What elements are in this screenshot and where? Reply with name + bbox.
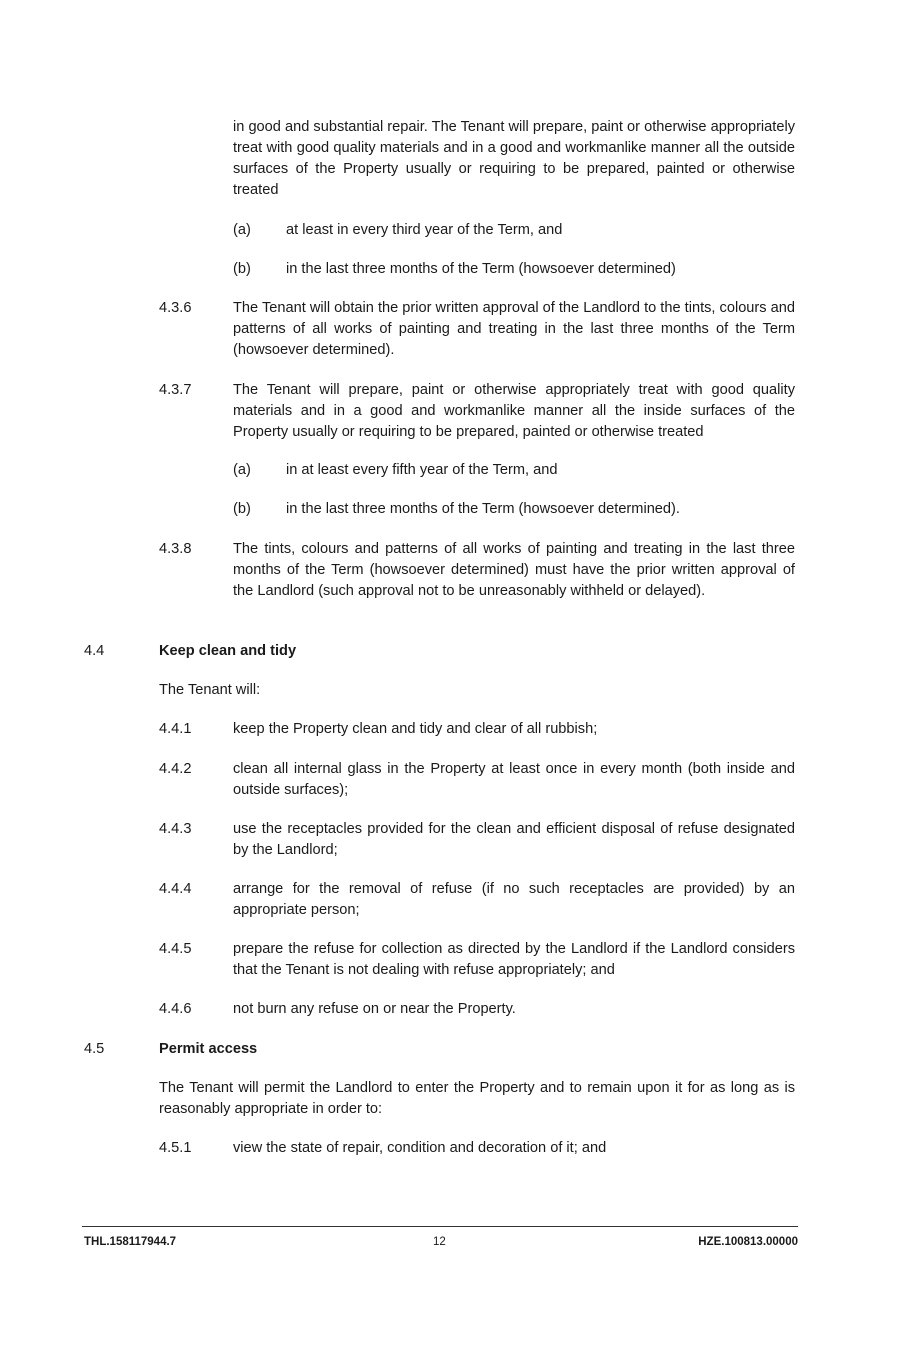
intro-item-label: (a) xyxy=(233,222,251,238)
clause-number: 4.4.5 xyxy=(159,941,192,957)
clause-number: 4.4.1 xyxy=(159,721,192,737)
footer-rule xyxy=(82,1226,798,1227)
clause-item-label: (b) xyxy=(233,501,251,517)
section-number: 4.5 xyxy=(84,1041,105,1057)
clause-item-text: in the last three months of the Term (howsoever determined). xyxy=(286,501,680,517)
clause-number: 4.4.3 xyxy=(159,821,192,837)
clause-text: view the state of repair, condition and decoration of it; and xyxy=(233,1140,607,1156)
intro-item-text: at least in every third year of the Term, and xyxy=(286,222,563,238)
clause-text: use the receptacles provided for the clean and efficient disposal of refuse designated by the Landlord; xyxy=(233,821,795,858)
footer-matter-ref: HZE.100813.00000 xyxy=(698,1236,798,1248)
clause-text: The Tenant will obtain the prior written approval of the Landlord to the tints, colours and patterns of all works of painting and treating in the last three months of the Term (howsoever determined). xyxy=(233,300,795,358)
clause-number: 4.3.7 xyxy=(159,382,192,398)
section-lead: The Tenant will: xyxy=(159,682,261,698)
clause-number: 4.3.6 xyxy=(159,300,192,316)
intro-paragraph: in good and substantial repair. The Tenant will prepare, paint or otherwise appropriately treat with good quality materials and in a good and workmanlike manner all the outside surfaces of the Property usually or requiring to be prepared, painted or otherwise treated xyxy=(233,119,795,198)
section-heading: Keep clean and tidy xyxy=(159,643,297,659)
clause-text: not burn any refuse on or near the Property. xyxy=(233,1001,516,1017)
footer-document-ref: THL.158117944.7 xyxy=(84,1236,177,1248)
intro-item-text: in the last three months of the Term (howsoever determined) xyxy=(286,261,676,277)
clause-text: The Tenant will prepare, paint or otherwise appropriately treat with good quality materials and in a good and workmanlike manner all the inside surfaces of the Property usually or requiring to be prepared, painted or otherwise treated xyxy=(233,382,795,440)
section-lead: The Tenant will permit the Landlord to enter the Property and to remain upon it for as long as is reasonably appropriate in order to: xyxy=(159,1080,795,1117)
clause-number: 4.3.8 xyxy=(159,541,192,557)
clause-text: keep the Property clean and tidy and clear of all rubbish; xyxy=(233,721,598,737)
intro-item-label: (b) xyxy=(233,261,251,277)
section-number: 4.4 xyxy=(84,643,105,659)
clause-text: arrange for the removal of refuse (if no such receptacles are provided) by an appropriate person; xyxy=(233,881,795,918)
footer-page-number: 12 xyxy=(433,1236,446,1248)
clause-number: 4.5.1 xyxy=(159,1140,192,1156)
clause-item-text: in at least every fifth year of the Term, and xyxy=(286,462,558,478)
section-heading: Permit access xyxy=(159,1041,258,1057)
clause-number: 4.4.6 xyxy=(159,1001,192,1017)
clause-text: prepare the refuse for collection as directed by the Landlord if the Landlord considers that the Tenant is not dealing with refuse appropriately; and xyxy=(233,941,795,978)
clause-text: clean all internal glass in the Property at least once in every month (both inside and outside surfaces); xyxy=(233,761,795,798)
clause-number: 4.4.4 xyxy=(159,881,192,897)
clause-number: 4.4.2 xyxy=(159,761,192,777)
clause-text: The tints, colours and patterns of all works of painting and treating in the last three months of the Term (howsoever determined) must have the prior written approval of the Landlord (such approval not to be unreasonably withheld or delayed). xyxy=(233,541,795,599)
clause-item-label: (a) xyxy=(233,462,251,478)
